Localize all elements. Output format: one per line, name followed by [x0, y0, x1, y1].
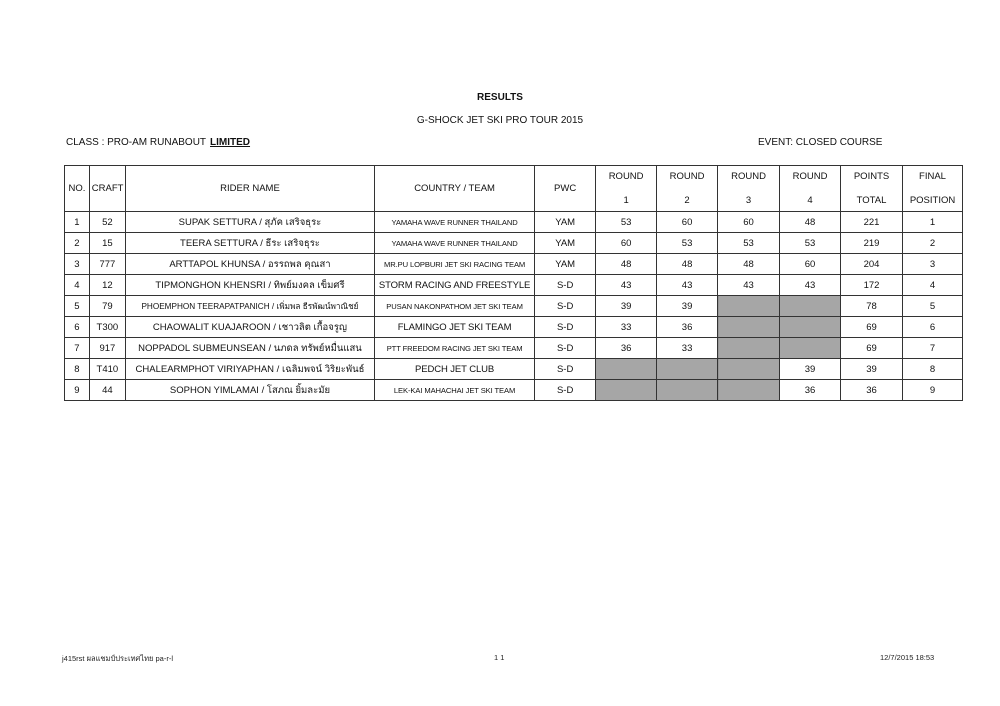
cell-rider: SOPHON YIMLAMAI / โสภณ ยิ้มละมัย [125, 380, 374, 401]
col-final-sub: POSITION [909, 195, 956, 206]
cell-round-4: 43 [780, 275, 841, 296]
cell-round-2: 33 [657, 338, 718, 359]
class-limited: LIMITED [210, 137, 251, 148]
cell-craft: 12 [89, 275, 125, 296]
cell-points: 219 [841, 233, 903, 254]
cell-round-1: 43 [596, 275, 657, 296]
cell-craft: 917 [89, 338, 125, 359]
cell-craft: 777 [89, 254, 125, 275]
cell-round-3: 60 [718, 212, 780, 233]
cell-points: 69 [841, 317, 903, 338]
col-round-1-num: 1 [623, 195, 629, 206]
table-row [65, 212, 963, 233]
col-round-2-label: ROUND [669, 171, 705, 182]
cell-round-4: 39 [780, 359, 841, 380]
cell-points: 172 [841, 275, 903, 296]
cell-rider: PHOEMPHON TEERAPATPANICH / เพิ่มพล ธีรพัฒน์พาณิชย์ [125, 296, 374, 317]
cell-final: 6 [903, 317, 963, 338]
cell-pwc: S-D [535, 275, 596, 296]
cell-no: 1 [65, 212, 90, 233]
cell-round-2: 48 [657, 254, 718, 275]
cell-final: 3 [903, 254, 963, 275]
cell-points: 36 [841, 380, 903, 401]
page-title: RESULTS [477, 92, 523, 103]
cell-round-3-shaded [718, 380, 780, 401]
cell-round-3-shaded [718, 317, 780, 338]
cell-craft: 44 [89, 380, 125, 401]
cell-pwc: S-D [535, 380, 596, 401]
table-row [65, 275, 963, 296]
cell-craft: 15 [89, 233, 125, 254]
col-round-2 [657, 166, 718, 212]
col-final [903, 166, 963, 212]
cell-round-1: 33 [596, 317, 657, 338]
cell-round-1: 48 [596, 254, 657, 275]
cell-round-4-shaded [780, 338, 841, 359]
table-row [65, 254, 963, 275]
cell-round-3-shaded [718, 296, 780, 317]
cell-no: 4 [65, 275, 90, 296]
cell-pwc: S-D [535, 296, 596, 317]
table-row [65, 317, 963, 338]
cell-round-3-shaded [718, 338, 780, 359]
cell-no: 5 [65, 296, 90, 317]
cell-no: 9 [65, 380, 90, 401]
cell-craft: 79 [89, 296, 125, 317]
event-type: EVENT: CLOSED COURSE [758, 137, 883, 148]
cell-round-2: 60 [657, 212, 718, 233]
cell-final: 1 [903, 212, 963, 233]
cell-rider: TEERA SETTURA / ธีระ เสริจธุระ [125, 233, 374, 254]
cell-pwc: YAM [535, 212, 596, 233]
cell-points: 221 [841, 212, 903, 233]
cell-round-2-shaded [657, 359, 718, 380]
cell-rider: CHALEARMPHOT VIRIYAPHAN / เฉลิมพจน์ วิริยะพันธ์ [125, 359, 374, 380]
col-no: NO. [65, 166, 90, 212]
cell-no: 3 [65, 254, 90, 275]
cell-round-2: 53 [657, 233, 718, 254]
cell-pwc: S-D [535, 317, 596, 338]
cell-no: 7 [65, 338, 90, 359]
col-round-4-num: 4 [807, 195, 813, 206]
cell-no: 8 [65, 359, 90, 380]
cell-final: 4 [903, 275, 963, 296]
col-round-3-label: ROUND [731, 171, 766, 182]
table-header-row [65, 166, 963, 212]
cell-pwc: YAM [535, 233, 596, 254]
cell-round-1: 39 [596, 296, 657, 317]
cell-final: 9 [903, 380, 963, 401]
cell-round-1-shaded [596, 359, 657, 380]
cell-craft: T300 [89, 317, 125, 338]
cell-round-4-shaded [780, 296, 841, 317]
table-row [65, 380, 963, 401]
cell-round-1: 36 [596, 338, 657, 359]
cell-final: 2 [903, 233, 963, 254]
col-round-1 [596, 166, 657, 212]
col-points-sub: TOTAL [856, 195, 887, 206]
cell-no: 6 [65, 317, 90, 338]
cell-round-4: 60 [780, 254, 841, 275]
cell-team: MR.PU LOPBURI JET SKI RACING TEAM [374, 254, 534, 275]
cell-pwc: YAM [535, 254, 596, 275]
col-round-4 [780, 166, 841, 212]
cell-team: PTT FREEDOM RACING JET SKI TEAM [374, 338, 534, 359]
footer-page: 1 1 [494, 653, 505, 662]
class-label: CLASS : PRO-AM RUNABOUT [66, 137, 207, 148]
class-line [66, 137, 250, 148]
cell-team: YAMAHA WAVE RUNNER THAILAND [374, 233, 534, 254]
cell-round-4: 36 [780, 380, 841, 401]
cell-round-3: 53 [718, 233, 780, 254]
col-pwc: PWC [535, 166, 596, 212]
cell-round-2: 43 [657, 275, 718, 296]
cell-points: 69 [841, 338, 903, 359]
cell-points: 78 [841, 296, 903, 317]
cell-round-2: 39 [657, 296, 718, 317]
table-row [65, 233, 963, 254]
cell-round-1: 53 [596, 212, 657, 233]
cell-round-3: 48 [718, 254, 780, 275]
col-round-3-num: 3 [745, 195, 752, 206]
col-round-2-num: 2 [684, 195, 690, 206]
cell-round-2-shaded [657, 380, 718, 401]
cell-round-4-shaded [780, 317, 841, 338]
cell-team: FLAMINGO JET SKI TEAM [374, 317, 534, 338]
cell-team: YAMAHA WAVE RUNNER THAILAND [374, 212, 534, 233]
results-table [64, 165, 963, 401]
cell-round-1: 60 [596, 233, 657, 254]
cell-rider: SUPAK SETTURA / สุภัค เสริจธุระ [125, 212, 374, 233]
cell-round-2: 36 [657, 317, 718, 338]
col-final-label: FINAL [919, 171, 946, 182]
table-row [65, 296, 963, 317]
cell-craft: T410 [89, 359, 125, 380]
cell-points: 204 [841, 254, 903, 275]
footer-left: j415rst ผลแชมป์ประเทศไทย pa-r-l [62, 654, 173, 663]
cell-no: 2 [65, 233, 90, 254]
col-points-label: POINTS [853, 171, 890, 182]
cell-team: PUSAN NAKONPATHOM JET SKI TEAM [374, 296, 534, 317]
col-round-4-label: ROUND [792, 171, 828, 182]
cell-final: 5 [903, 296, 963, 317]
col-rider: RIDER NAME [125, 166, 374, 212]
cell-final: 8 [903, 359, 963, 380]
cell-round-3-shaded [718, 359, 780, 380]
col-round-1-label: ROUND [608, 171, 644, 182]
footer-timestamp: 12/7/2015 18:53 [880, 653, 935, 662]
cell-pwc: S-D [535, 359, 596, 380]
cell-final: 7 [903, 338, 963, 359]
cell-rider: ARTTAPOL KHUNSA / อรรถพล คุณสา [125, 254, 374, 275]
table-row [65, 338, 963, 359]
cell-round-4: 53 [780, 233, 841, 254]
col-craft: CRAFT [89, 166, 125, 212]
cell-team: LEK-KAI MAHACHAI JET SKI TEAM [374, 380, 534, 401]
cell-craft: 52 [89, 212, 125, 233]
event-name: G-SHOCK JET SKI PRO TOUR 2015 [416, 115, 584, 126]
cell-rider: NOPPADOL SUBMEUNSEAN / นภดล ทรัพย์หมื่นแสน [125, 338, 374, 359]
cell-round-3: 43 [718, 275, 780, 296]
cell-points: 39 [841, 359, 903, 380]
cell-team: PEDCH JET CLUB [374, 359, 534, 380]
cell-rider: CHAOWALIT KUAJAROON / เชาวลิต เกื้อจรูญ [125, 317, 374, 338]
col-round-3 [718, 166, 780, 212]
cell-round-4: 48 [780, 212, 841, 233]
cell-pwc: S-D [535, 338, 596, 359]
col-points [841, 166, 903, 212]
cell-round-1-shaded [596, 380, 657, 401]
col-team: COUNTRY / TEAM [374, 166, 534, 212]
table-row [65, 359, 963, 380]
cell-team: STORM RACING AND FREESTYLE [374, 275, 534, 296]
cell-rider: TIPMONGHON KHENSRI / ทิพย์มงคล เข็มศรี [125, 275, 374, 296]
